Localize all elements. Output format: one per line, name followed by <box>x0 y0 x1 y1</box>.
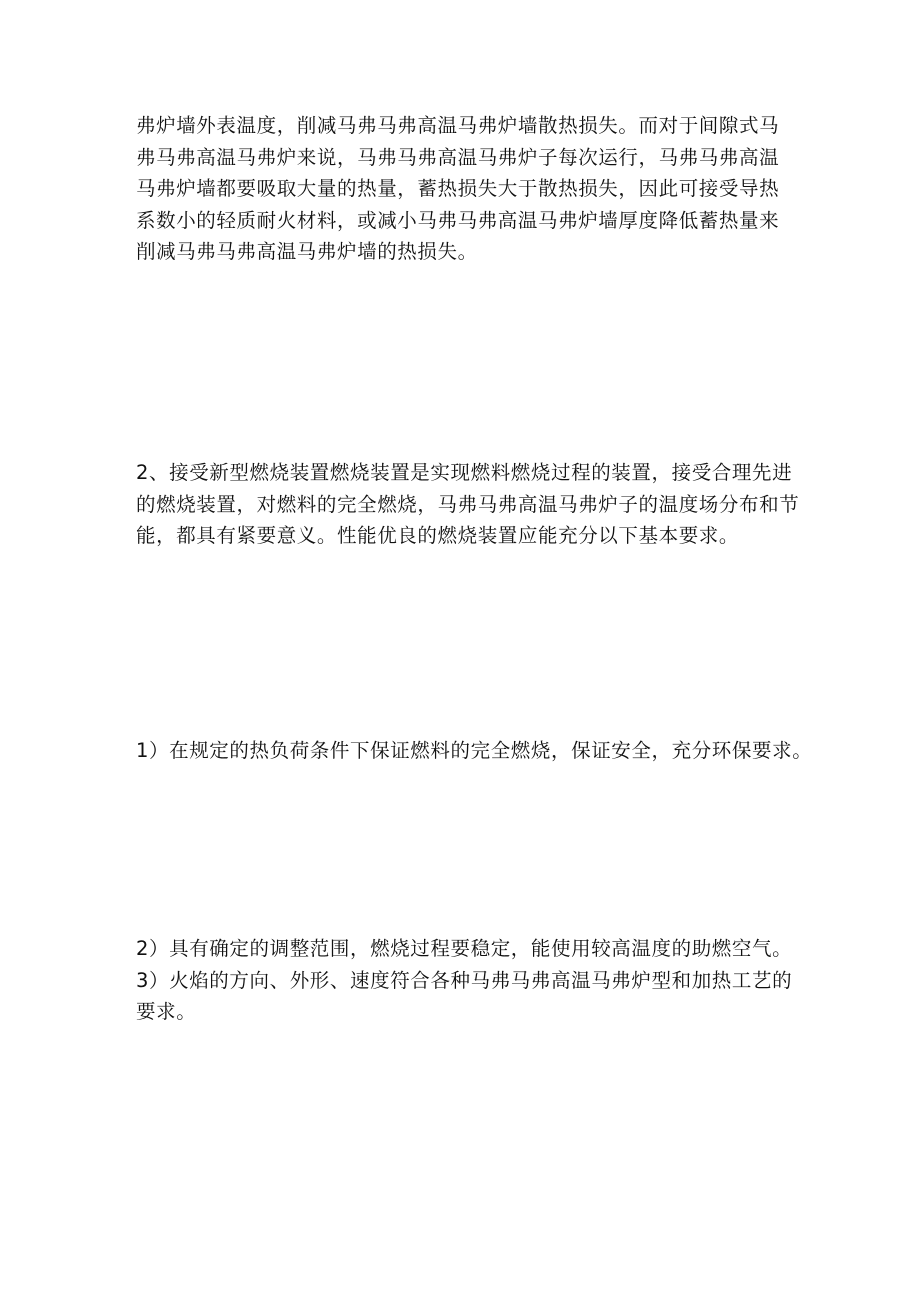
text-line: 2）具有确定的调整范围，燃烧过程要稳定，能使用较高温度的助燃空气。 <box>136 937 793 960</box>
text-line: 弗马弗高温马弗炉来说，马弗马弗高温马弗炉子每次运行，马弗马弗高温 <box>136 145 780 169</box>
text-line: 要求。 <box>136 1000 197 1023</box>
paragraph-furnace-wall-heat-loss <box>136 110 796 268</box>
text-line: 2、接受新型燃烧装置燃烧装置是实现燃料燃烧过程的装置，接受合理先进 <box>136 461 793 484</box>
text-line: 削减马弗马弗高温马弗炉墙的热损失。 <box>136 240 478 263</box>
text-line: 系数小的轻质耐火材料，或减小马弗马弗高温马弗炉墙厚度降低蓄热量来 <box>136 208 780 232</box>
text-line: 能，都具有紧要意义。性能优良的燃烧装置应能充分以下基本要求。 <box>136 524 740 547</box>
text-line: 弗炉墙外表温度，削减马弗马弗高温马弗炉墙散热损失。而对于间隙式马 <box>136 114 780 137</box>
paragraph-requirements-2-3 <box>136 933 796 1028</box>
text-line: 1）在规定的热负荷条件下保证燃料的完全燃烧，保证安全，充分环保要求。 <box>136 739 813 762</box>
paragraph-requirement-1 <box>136 735 813 767</box>
text-line: 马弗炉墙都要吸取大量的热量，蓄热损失大于散热损失，因此可接受导热 <box>136 177 780 200</box>
paragraph-combustion-device <box>136 457 800 552</box>
text-line: 3）火焰的方向、外形、速度符合各种马弗马弗高温马弗炉型和加热工艺的 <box>136 968 793 992</box>
text-line: 的燃烧装置，对燃料的完全燃烧，马弗马弗高温马弗炉子的温度场分布和节 <box>136 492 800 516</box>
